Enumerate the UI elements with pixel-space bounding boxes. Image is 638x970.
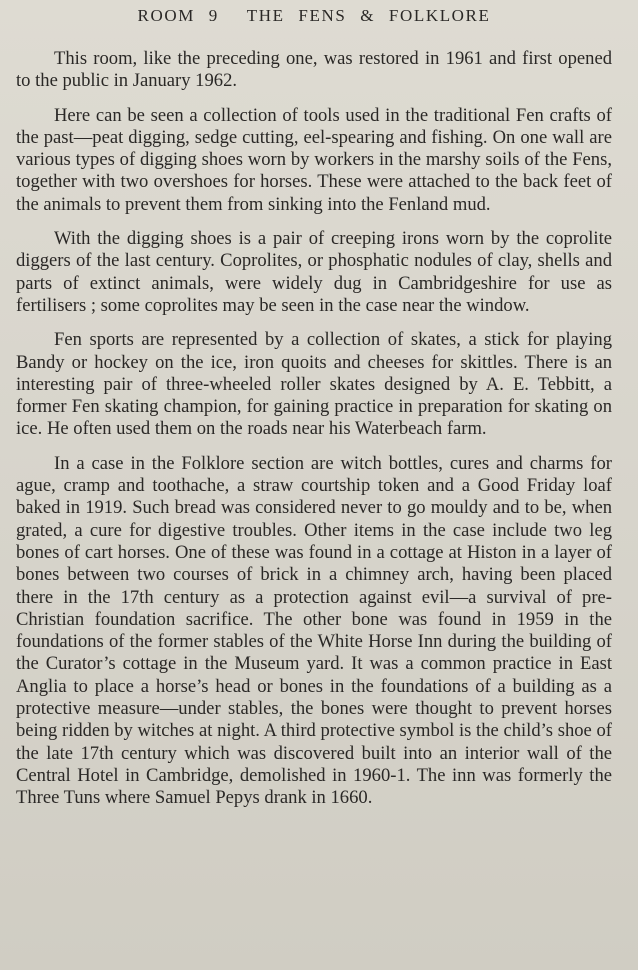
page-heading <box>16 6 612 26</box>
room-title: THE FENS & FOLKLORE <box>246 6 491 25</box>
paragraph-opening: This room, like the preceding one, was restored in 1961 and first opened to the public in January 1962. <box>16 48 612 92</box>
paragraph-creeping-irons: With the digging shoes is a pair of creeping irons worn by the coprolite diggers of the last century. Coprolites, or phosphatic nodules of clay, shells and parts of extinct animals, were widely dug in Cambridgeshire for use as fertilisers ; some coprolites may be seen in the case near the window. <box>16 228 612 316</box>
paragraph-folklore: In a case in the Folklore section are witch bottles, cures and charms for ague, cramp and toothache, a straw courtship token and a Good Friday loaf baked in 1919. Such bread was considered never to go mouldy and to be, when grated, a cure for digestive troubles. Other items in the case include two leg bones of cart horses. One of these was found in a cottage at Histon in a layer of bones between two courses of brick in a chimney arch, having been placed there in the 17th century as a protection against evil—a survival of pre-Christian foundation sacrifice. The other bone was found in 1959 in the foundations of the former stables of the White Horse Inn during the building of the Curator’s cottage in the Museum yard. It was a common practice in East Anglia to place a horse’s head or bones in the foundations of a building as a protective measure—under stables, the bones were thought to prevent horses being ridden by witches at night. A third protective symbol is the child’s shoe of the late 17th century which was discovered built into an interior wall of the Central Hotel in Cambridge, demolished in 1960-1. The inn was formerly the Three Tuns where Samuel Pepys drank in 1660. <box>16 452 612 809</box>
paragraph-fen-crafts: Here can be seen a collection of tools used in the traditional Fen crafts of the past—peat digging, sedge cutting, eel-spearing and fishing. On one wall are various types of digging shoes worn by workers in the marshy soils of the Fens, together with two overshoes for horses. These were attached to the back feet of the animals to prevent them from sinking into the Fenland mud. <box>16 104 612 215</box>
paragraph-fen-sports: Fen sports are represented by a collection of skates, a stick for playing Bandy or hockey on the ice, iron quoits and cheeses for skittles. There is an interesting pair of three-wheeled roller skates designed by A. E. Tebbitt, a former Fen skating champion, for gaining practice in preparation for skating on ice. He often used them on the roads near his Waterbeach farm. <box>16 329 612 440</box>
room-number: ROOM 9 <box>137 6 219 25</box>
